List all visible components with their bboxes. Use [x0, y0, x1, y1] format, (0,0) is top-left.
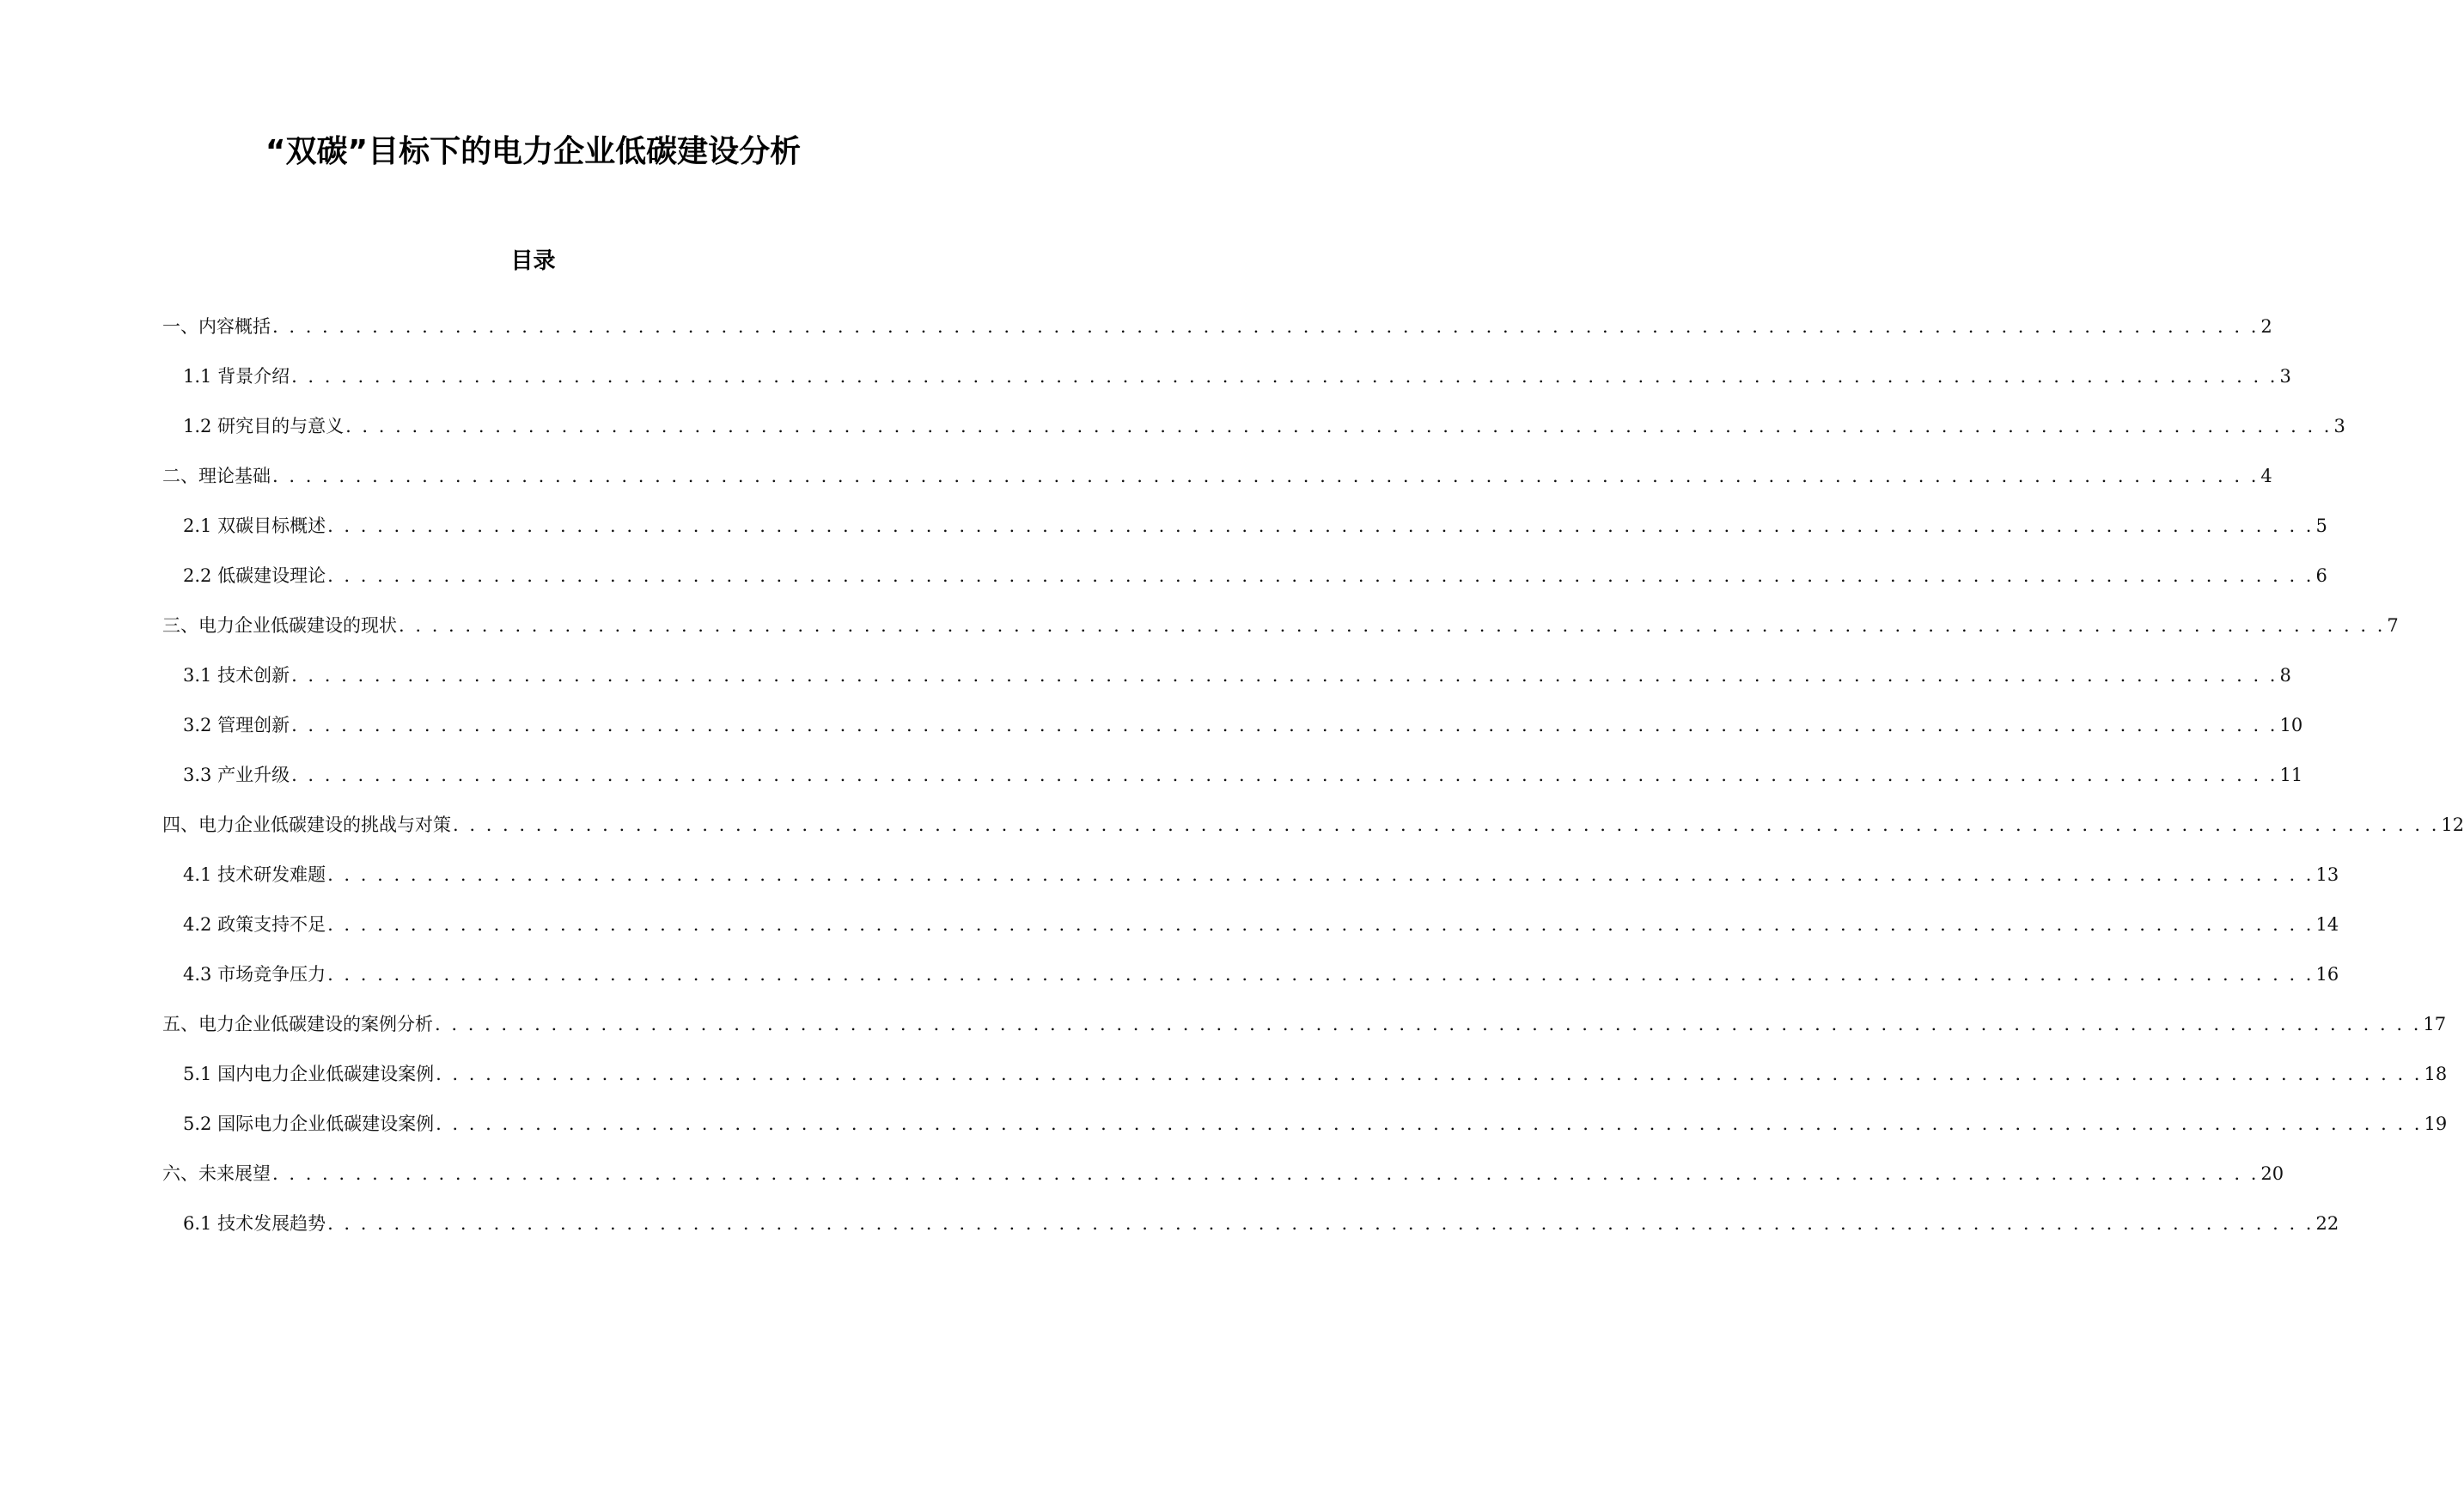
- toc-entry[interactable]: [183, 363, 2291, 390]
- toc-entry[interactable]: [162, 313, 2272, 340]
- toc-entry-page-number: 3: [2279, 366, 2291, 387]
- toc-entry-page-number: 3: [2333, 416, 2345, 436]
- toc-leader-dots: . . . . . . . . . . . . . . . . . . . . . . . . . . . . . . . . . . . . . . . . . . . . . . . . . . . . . . . . . . . . . . . . . . . . . . . . . . . . . . . . . . . . . . . . . . . . . . . . . . . . . . . . . . . . . . . . . . . . . . . .: [291, 715, 2278, 735]
- toc-entry[interactable]: [183, 861, 2339, 888]
- toc-entry[interactable]: [183, 1060, 2448, 1088]
- toc-entry-page-number: 4: [2260, 466, 2272, 486]
- toc-entry-label: 二、理论基础: [162, 466, 271, 486]
- toc-entry[interactable]: [183, 961, 2339, 988]
- toc-entry-page-number: 20: [2260, 1163, 2284, 1184]
- toc-leader-dots: . . . . . . . . . . . . . . . . . . . . . . . . . . . . . . . . . . . . . . . . . . . . . . . . . . . . . . . . . . . . . . . . . . . . . . . . . . . . . . . . . . . . . . . . . . . . . . . . . . . . . . . . . . . . . . . . . . . . . . . .: [272, 316, 2260, 337]
- toc-entry-page-number: 13: [2315, 864, 2339, 885]
- toc-leader-dots: . . . . . . . . . . . . . . . . . . . . . . . . . . . . . . . . . . . . . . . . . . . . . . . . . . . . . . . . . . . . . . . . . . . . . . . . . . . . . . . . . . . . . . . . . . . . . . . . . . . . . . . . . . . . . . . . . . . . . . . .: [327, 864, 2315, 885]
- toc-entry-page-number: 14: [2315, 914, 2339, 935]
- toc-heading: 目录: [510, 248, 556, 274]
- toc-entry-label: 5.1 国内电力企业低碳建设案例: [183, 1064, 435, 1084]
- toc-entry-label: 1.1 背景介绍: [183, 366, 290, 387]
- toc-entry-page-number: 10: [2279, 715, 2303, 735]
- toc-entry[interactable]: [183, 1210, 2339, 1237]
- toc-leader-dots: . . . . . . . . . . . . . . . . . . . . . . . . . . . . . . . . . . . . . . . . . . . . . . . . . . . . . . . . . . . . . . . . . . . . . . . . . . . . . . . . . . . . . . . . . . . . . . . . . . . . . . . . . . . . . . . . . . . . . . . .: [327, 516, 2315, 536]
- toc-entry[interactable]: [183, 1110, 2448, 1138]
- toc-leader-dots: . . . . . . . . . . . . . . . . . . . . . . . . . . . . . . . . . . . . . . . . . . . . . . . . . . . . . . . . . . . . . . . . . . . . . . . . . . . . . . . . . . . . . . . . . . . . . . . . . . . . . . . . . . . . . . . . . . . . . . . .: [436, 1064, 2423, 1084]
- toc-leader-dots: . . . . . . . . . . . . . . . . . . . . . . . . . . . . . . . . . . . . . . . . . . . . . . . . . . . . . . . . . . . . . . . . . . . . . . . . . . . . . . . . . . . . . . . . . . . . . . . . . . . . . . . . . . . . . . . . . . . . . . . .: [291, 665, 2278, 686]
- toc-entry-label: 六、未来展望: [162, 1163, 271, 1184]
- toc-entry-label: 4.3 市场竞争压力: [183, 964, 326, 985]
- toc-entry[interactable]: [162, 811, 2464, 839]
- toc-entry-label: 4.2 政策支持不足: [183, 914, 326, 935]
- toc-entry-label: 3.3 产业升级: [183, 765, 290, 785]
- toc-entry[interactable]: [183, 512, 2327, 540]
- toc-entry[interactable]: [183, 761, 2303, 789]
- toc-entry[interactable]: [183, 662, 2291, 689]
- toc-leader-dots: . . . . . . . . . . . . . . . . . . . . . . . . . . . . . . . . . . . . . . . . . . . . . . . . . . . . . . . . . . . . . . . . . . . . . . . . . . . . . . . . . . . . . . . . . . . . . . . . . . . . . . . . . . . . . . . . . . . . . . . .: [327, 914, 2315, 935]
- toc-leader-dots: . . . . . . . . . . . . . . . . . . . . . . . . . . . . . . . . . . . . . . . . . . . . . . . . . . . . . . . . . . . . . . . . . . . . . . . . . . . . . . . . . . . . . . . . . . . . . . . . . . . . . . . . . . . . . . . . . . . . . . . .: [453, 815, 2440, 835]
- toc-entry-page-number: 8: [2279, 665, 2291, 686]
- toc-entry-label: 5.2 国际电力企业低碳建设案例: [183, 1113, 435, 1134]
- toc-entry-label: 4.1 技术研发难题: [183, 864, 326, 885]
- toc-leader-dots: . . . . . . . . . . . . . . . . . . . . . . . . . . . . . . . . . . . . . . . . . . . . . . . . . . . . . . . . . . . . . . . . . . . . . . . . . . . . . . . . . . . . . . . . . . . . . . . . . . . . . . . . . . . . . . . . . . . . . . . .: [291, 366, 2278, 387]
- toc-entry-label: 五、电力企业低碳建设的案例分析: [162, 1014, 433, 1034]
- toc-leader-dots: . . . . . . . . . . . . . . . . . . . . . . . . . . . . . . . . . . . . . . . . . . . . . . . . . . . . . . . . . . . . . . . . . . . . . . . . . . . . . . . . . . . . . . . . . . . . . . . . . . . . . . . . . . . . . . . . . . . . . . . .: [436, 1113, 2423, 1134]
- toc-entry[interactable]: [162, 1160, 2284, 1187]
- toc-entry-page-number: 2: [2260, 316, 2272, 337]
- toc-leader-dots: . . . . . . . . . . . . . . . . . . . . . . . . . . . . . . . . . . . . . . . . . . . . . . . . . . . . . . . . . . . . . . . . . . . . . . . . . . . . . . . . . . . . . . . . . . . . . . . . . . . . . . . . . . . . . . . . . . . . . . . .: [327, 1213, 2315, 1234]
- toc-entry-label: 三、电力企业低碳建设的现状: [162, 615, 397, 636]
- toc-entry-label: 2.1 双碳目标概述: [183, 516, 326, 536]
- toc-entry-page-number: 16: [2315, 964, 2339, 985]
- toc-entry[interactable]: [183, 711, 2303, 739]
- toc-entry-page-number: 22: [2315, 1213, 2339, 1234]
- toc-entry-page-number: 18: [2424, 1064, 2448, 1084]
- toc-entry[interactable]: [162, 612, 2399, 639]
- toc-entry[interactable]: [183, 911, 2339, 938]
- toc-entry-page-number: 12: [2441, 815, 2464, 835]
- toc-entry-label: 四、电力企业低碳建设的挑战与对策: [162, 815, 451, 835]
- toc-entry-page-number: 5: [2315, 516, 2327, 536]
- toc-entry-label: 3.1 技术创新: [183, 665, 290, 686]
- toc-leader-dots: . . . . . . . . . . . . . . . . . . . . . . . . . . . . . . . . . . . . . . . . . . . . . . . . . . . . . . . . . . . . . . . . . . . . . . . . . . . . . . . . . . . . . . . . . . . . . . . . . . . . . . . . . . . . . . . . . . . . . . . .: [435, 1014, 2422, 1034]
- toc-entry-label: 6.1 技术发展趋势: [183, 1213, 326, 1234]
- toc-entry[interactable]: [162, 1010, 2447, 1038]
- toc-leader-dots: . . . . . . . . . . . . . . . . . . . . . . . . . . . . . . . . . . . . . . . . . . . . . . . . . . . . . . . . . . . . . . . . . . . . . . . . . . . . . . . . . . . . . . . . . . . . . . . . . . . . . . . . . . . . . . . . . . . . . . . .: [291, 765, 2278, 785]
- toc-entry-label: 1.2 研究目的与意义: [183, 416, 345, 436]
- toc-leader-dots: . . . . . . . . . . . . . . . . . . . . . . . . . . . . . . . . . . . . . . . . . . . . . . . . . . . . . . . . . . . . . . . . . . . . . . . . . . . . . . . . . . . . . . . . . . . . . . . . . . . . . . . . . . . . . . . . . . . . . . . .: [345, 416, 2333, 436]
- toc-leader-dots: . . . . . . . . . . . . . . . . . . . . . . . . . . . . . . . . . . . . . . . . . . . . . . . . . . . . . . . . . . . . . . . . . . . . . . . . . . . . . . . . . . . . . . . . . . . . . . . . . . . . . . . . . . . . . . . . . . . . . . . .: [399, 615, 2386, 636]
- toc-entry-page-number: 19: [2424, 1113, 2448, 1134]
- document-title: “双碳”目标下的电力企业低碳建设分析: [265, 134, 802, 169]
- toc-entry-label: 3.2 管理创新: [183, 715, 290, 735]
- toc-entry-page-number: 7: [2387, 615, 2399, 636]
- toc-entry[interactable]: [183, 562, 2327, 589]
- toc-entry-page-number: 17: [2423, 1014, 2447, 1034]
- toc-entry-label: 一、内容概括: [162, 316, 271, 337]
- toc-entry-page-number: 6: [2315, 565, 2327, 586]
- toc-leader-dots: . . . . . . . . . . . . . . . . . . . . . . . . . . . . . . . . . . . . . . . . . . . . . . . . . . . . . . . . . . . . . . . . . . . . . . . . . . . . . . . . . . . . . . . . . . . . . . . . . . . . . . . . . . . . . . . . . . . . . . . .: [327, 964, 2315, 985]
- toc-leader-dots: . . . . . . . . . . . . . . . . . . . . . . . . . . . . . . . . . . . . . . . . . . . . . . . . . . . . . . . . . . . . . . . . . . . . . . . . . . . . . . . . . . . . . . . . . . . . . . . . . . . . . . . . . . . . . . . . . . . . . . . .: [272, 1163, 2260, 1184]
- toc-leader-dots: . . . . . . . . . . . . . . . . . . . . . . . . . . . . . . . . . . . . . . . . . . . . . . . . . . . . . . . . . . . . . . . . . . . . . . . . . . . . . . . . . . . . . . . . . . . . . . . . . . . . . . . . . . . . . . . . . . . . . . . .: [327, 565, 2315, 586]
- toc-entry-page-number: 11: [2279, 765, 2303, 785]
- toc-entry-label: 2.2 低碳建设理论: [183, 565, 326, 586]
- toc-entry[interactable]: [162, 462, 2272, 490]
- toc-leader-dots: . . . . . . . . . . . . . . . . . . . . . . . . . . . . . . . . . . . . . . . . . . . . . . . . . . . . . . . . . . . . . . . . . . . . . . . . . . . . . . . . . . . . . . . . . . . . . . . . . . . . . . . . . . . . . . . . . . . . . . . .: [272, 466, 2260, 486]
- toc-entry[interactable]: [183, 412, 2345, 440]
